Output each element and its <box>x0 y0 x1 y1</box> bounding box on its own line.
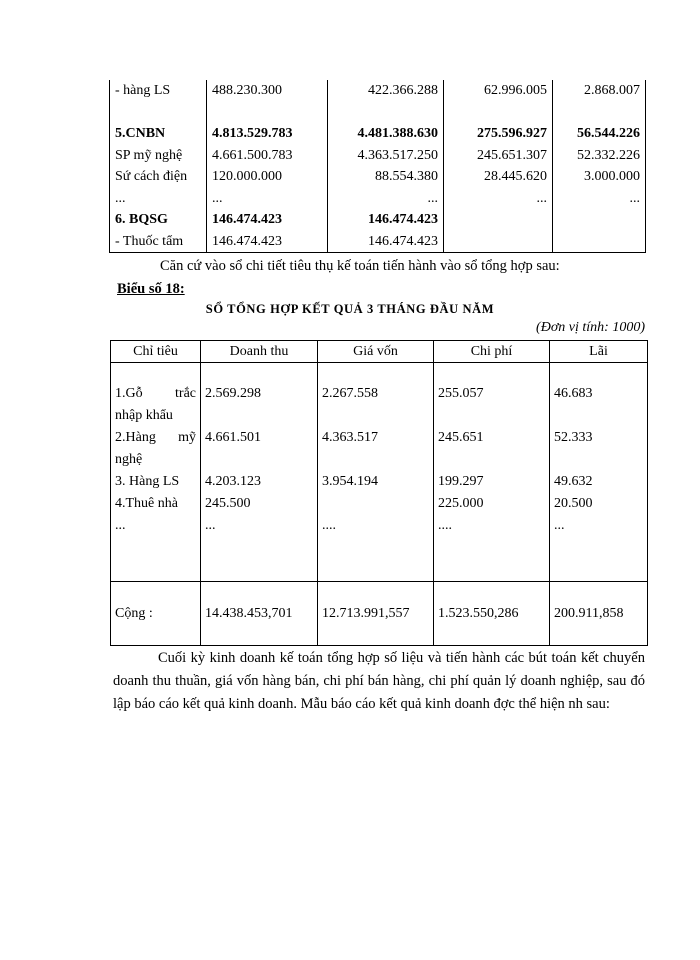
doanh-thu-cell <box>201 363 318 582</box>
row-label: SP mỹ nghệ <box>110 145 207 167</box>
value: 146.474.423 <box>328 231 444 253</box>
header-gia-von: Giá vốn <box>318 341 434 363</box>
value: 4.661.501 <box>205 430 261 445</box>
row-label: nghệ <box>115 452 143 467</box>
value: 4.661.500.783 <box>207 145 328 167</box>
value: ... <box>328 188 444 210</box>
value: 4.363.517 <box>322 430 378 445</box>
chi-tieu-cell <box>111 363 201 582</box>
row-label: - hàng LS <box>110 80 207 102</box>
value <box>553 231 646 253</box>
value: 52.332.226 <box>553 145 646 167</box>
value: 49.632 <box>554 474 593 489</box>
value <box>553 209 646 231</box>
chi-phi-cell <box>434 363 550 582</box>
value: .... <box>438 518 452 533</box>
value: ... <box>207 188 328 210</box>
table-row <box>110 145 646 167</box>
row-label <box>110 102 207 124</box>
table-row <box>110 231 646 253</box>
detail-table <box>109 80 646 253</box>
value: 46.683 <box>554 386 593 401</box>
summary-title: SỔ TỔNG HỢP KẾT QUẢ 3 THÁNG ĐẦU NĂM <box>205 302 495 316</box>
value: ... <box>444 188 553 210</box>
value: 3.000.000 <box>553 166 646 188</box>
table-row <box>111 363 648 582</box>
value: 422.366.288 <box>328 80 444 102</box>
total-gia-von: 12.713.991,557 <box>318 582 434 646</box>
lai-cell <box>550 363 648 582</box>
exhibit-label: Biểu số 18: <box>117 281 185 297</box>
total-doanh-thu: 14.438.453,701 <box>201 582 318 646</box>
value: 88.554.380 <box>328 166 444 188</box>
row-label: ... <box>110 188 207 210</box>
row-label: mỹ <box>178 430 196 445</box>
value: 4.481.388.630 <box>328 123 444 145</box>
total-lai: 200.911,858 <box>550 582 648 646</box>
header-lai: Lãi <box>550 341 648 363</box>
value: 28.445.620 <box>444 166 553 188</box>
value: ... <box>553 188 646 210</box>
row-label: 5.CNBN <box>110 123 207 145</box>
value <box>328 102 444 124</box>
value: ... <box>205 518 216 533</box>
row-label: - Thuốc tẩm <box>110 231 207 253</box>
row-label: nhập khẩu <box>115 408 173 423</box>
value: 52.333 <box>554 430 593 445</box>
total-label: Cộng : <box>111 582 201 646</box>
value: 2.868.007 <box>553 80 646 102</box>
row-label: trắc <box>175 386 196 401</box>
row-label: 6. BQSG <box>110 209 207 231</box>
value: 488.230.300 <box>207 80 328 102</box>
total-chi-phi: 1.523.550,286 <box>434 582 550 646</box>
value: 2.569.298 <box>205 386 261 401</box>
value <box>207 102 328 124</box>
value: ... <box>554 518 565 533</box>
header-chi-tieu: Chỉ tiêu <box>111 341 201 363</box>
value: 4.813.529.783 <box>207 123 328 145</box>
value: 20.500 <box>554 496 593 511</box>
value: .... <box>322 518 336 533</box>
gia-von-cell <box>318 363 434 582</box>
header-doanh-thu: Doanh thu <box>201 341 318 363</box>
row-label: 3. Hàng LS <box>115 474 180 489</box>
summary-table <box>110 340 648 646</box>
value: 3.954.194 <box>322 474 378 489</box>
value: 4.363.517.250 <box>328 145 444 167</box>
table-row <box>110 80 646 102</box>
value: 146.474.423 <box>207 231 328 253</box>
unit-note: (Đơn vị tính: 1000) <box>536 320 645 335</box>
row-label: 2.Hàng <box>115 430 156 445</box>
value <box>444 209 553 231</box>
table-row <box>110 188 646 210</box>
value: 255.057 <box>438 386 484 401</box>
value: 146.474.423 <box>328 209 444 231</box>
value <box>444 231 553 253</box>
value <box>553 102 646 124</box>
table-row <box>110 102 646 124</box>
value: 62.996.005 <box>444 80 553 102</box>
closing-paragraph <box>113 647 645 716</box>
intro-paragraph: Căn cứ vào sổ chi tiết tiêu thụ kế toán tiến hành vào sổ tổng hợp sau: <box>160 258 560 274</box>
value: 225.000 <box>438 496 484 511</box>
total-row <box>111 582 648 646</box>
row-label: Sứ cách điện <box>110 166 207 188</box>
value: 275.596.927 <box>444 123 553 145</box>
value: 120.000.000 <box>207 166 328 188</box>
row-label: 4.Thuê nhà <box>115 496 178 511</box>
table-row <box>110 166 646 188</box>
value: 4.203.123 <box>205 474 261 489</box>
value: 2.267.558 <box>322 386 378 401</box>
value: 245.500 <box>205 496 251 511</box>
row-label: 1.Gỗ <box>115 386 143 401</box>
value: 245.651.307 <box>444 145 553 167</box>
value: 146.474.423 <box>207 209 328 231</box>
value: 199.297 <box>438 474 484 489</box>
row-label: ... <box>115 518 126 533</box>
header-chi-phi: Chi phí <box>434 341 550 363</box>
closing-text: Cuối kỳ kinh doanh kế toán tổng hợp số liệu và tiến hành các bút toán kết chuyển doanh thu thuần, giá vốn hàng bán, chi phí bán hàng, chi phí quản lý doanh nghiệp, sau đó lập báo cáo kết quả kinh doanh. Mẫu báo cáo kết quả kinh doanh đợc thể hiện nh sau: <box>113 650 645 712</box>
value <box>444 102 553 124</box>
table-row <box>110 123 646 145</box>
value <box>322 493 429 515</box>
table-row <box>110 209 646 231</box>
value: 245.651 <box>438 430 484 445</box>
value: 56.544.226 <box>553 123 646 145</box>
